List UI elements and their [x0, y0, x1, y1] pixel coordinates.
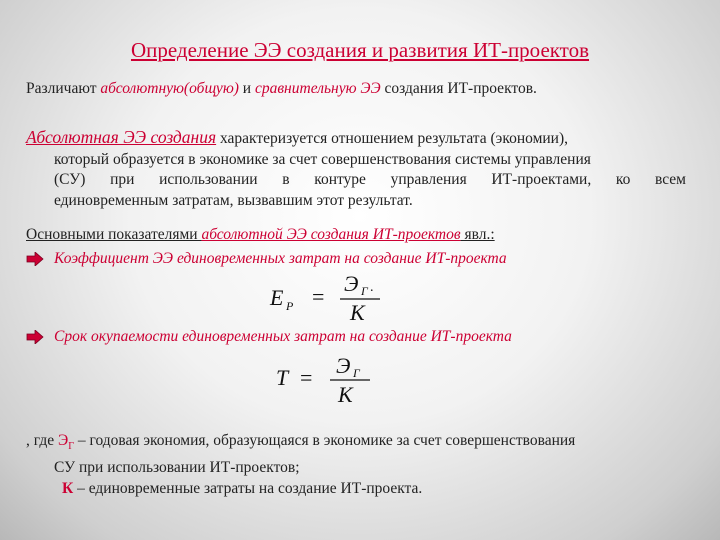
intro-absolute: абсолютную(общую): [100, 80, 239, 97]
formula1-lhs-sub: P: [286, 299, 294, 313]
notes-block: [26, 430, 696, 499]
notes-third-line: [26, 478, 696, 499]
notes-line3: – единовременные затраты на создание ИТ-проекта.: [73, 480, 423, 498]
formula1-dot: .: [370, 280, 374, 295]
formula2-lhs: T: [276, 365, 289, 390]
bullet-label: Коэффициент ЭЭ единовременных затрат на создание ИТ-проекта: [54, 250, 507, 267]
formula2-numerator: Э: [336, 353, 351, 378]
formula1-equals: =: [312, 284, 325, 309]
notes-symbol-sub: Г: [68, 441, 74, 453]
indicators-suffix: явл.:: [460, 226, 495, 243]
formula-payback: [268, 348, 398, 406]
bullet-label: Срок окупаемости единовременных затрат на создание ИТ-проекта: [54, 328, 512, 345]
definition-line1: характеризуется отношением результата (экономии),: [216, 130, 569, 147]
intro-suffix: создания ИТ-проектов.: [380, 80, 537, 97]
definition-line3: (СУ) при использовании в контуре управления ИТ-проектами, ко всем: [54, 171, 686, 188]
notes-line1: – годовая экономия, образующаяся в экономике за счет совершенствования: [74, 432, 576, 449]
intro-conj: и: [238, 80, 255, 97]
formula1-lhs: E: [270, 285, 284, 310]
intro-comparative: сравнительную ЭЭ: [254, 80, 381, 97]
formula2-denominator: К: [338, 382, 353, 406]
formula2-equals: =: [300, 365, 313, 390]
formula1-denominator: К: [350, 300, 365, 324]
definition-line4: единовременным затратам, вызвавшим этот результат.: [54, 191, 413, 209]
notes-first-line: [26, 432, 576, 453]
arrow-bullet-icon: [26, 252, 44, 266]
notes-symbol: Э: [57, 432, 69, 449]
formula1-numerator: Э: [344, 271, 359, 296]
definition-paragraph: [26, 127, 686, 211]
indicators-line: [26, 226, 495, 244]
notes-prefix: , где: [26, 432, 58, 449]
definition-line2: который образуется в экономике за счет совершенствования системы управления: [54, 150, 591, 168]
formula-coefficient: [262, 266, 402, 324]
notes-k-symbol: К: [62, 480, 74, 498]
definition-head: Абсолютная ЭЭ создания: [26, 127, 217, 147]
definition-first-line: [26, 127, 686, 150]
indicators-italic: абсолютной ЭЭ создания ИТ-проектов: [201, 226, 461, 243]
arrow-bullet-icon: [26, 330, 44, 344]
indicators-prefix: Основными показателями: [26, 226, 202, 243]
formula2-numerator-sub: Г: [353, 366, 360, 380]
intro-prefix: Различают: [26, 80, 101, 97]
notes-line2: СУ при использовании ИТ-проектов;: [54, 459, 300, 477]
intro-line: [26, 80, 537, 98]
formula1-numerator-sub: Г: [361, 284, 368, 298]
slide-title: Определение ЭЭ создания и развития ИТ-проектов: [130, 38, 590, 62]
bullet-item-payback: [26, 328, 512, 346]
